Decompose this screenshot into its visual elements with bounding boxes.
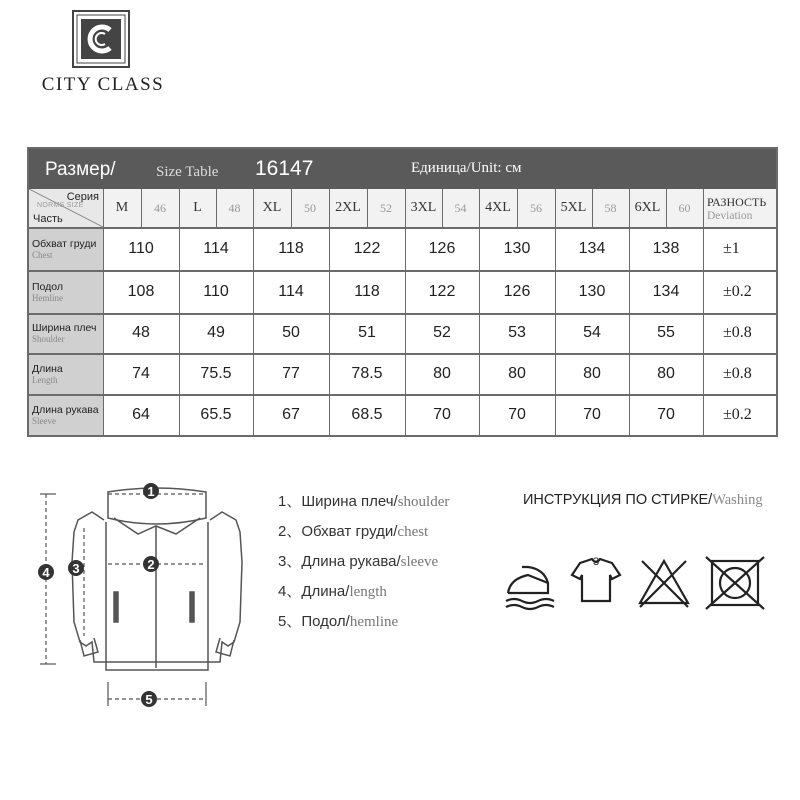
table-cell: 48 xyxy=(132,324,150,341)
size-norm: 58 xyxy=(604,200,617,215)
size-label: XL xyxy=(262,200,282,215)
table-cell: 80 xyxy=(508,364,526,382)
sizes-header-row xyxy=(29,189,776,227)
size-label: M xyxy=(115,200,129,215)
size-norm: 50 xyxy=(304,200,316,215)
size-label: L xyxy=(193,200,202,215)
table-cell: 51 xyxy=(358,324,376,341)
table-cell: 130 xyxy=(503,239,531,257)
table-header xyxy=(29,149,776,189)
table-cell: 118 xyxy=(354,282,380,300)
table-cell: 70 xyxy=(583,405,601,423)
table-cell: 75.5 xyxy=(200,364,232,382)
table-cell: 122 xyxy=(428,282,456,300)
table-cell: 70 xyxy=(657,405,675,423)
table-cell: 134 xyxy=(652,282,680,300)
size-label: 2XL xyxy=(335,200,361,215)
marker-3-label: 3 xyxy=(72,561,80,576)
size-norm: 60 xyxy=(678,200,691,215)
size-norm: 46 xyxy=(154,200,166,215)
unit-label: Единица/Unit: см xyxy=(411,160,522,176)
corner-norms-size: NORMS SIZE xyxy=(37,202,84,209)
table-cell: 52 xyxy=(433,324,451,341)
do-not-tumble-dry-icon xyxy=(706,557,764,609)
deviation-cell: ±0.8 xyxy=(723,364,752,382)
legend-item-shoulder: 1、Ширина плеч/shoulder xyxy=(278,493,450,510)
table-cell: 65.5 xyxy=(200,405,232,423)
size-norm: 54 xyxy=(454,200,467,215)
legend-item-sleeve: 3、Длина рукава/sleeve xyxy=(278,553,439,570)
deviation-header: РАЗНОСТЬ Deviation xyxy=(707,194,767,222)
do-not-bleach-icon xyxy=(640,561,688,607)
size-label: 4XL xyxy=(485,200,511,215)
table-cell: 70 xyxy=(433,405,451,423)
table-cell: 78.5 xyxy=(351,364,383,382)
corner-part: Часть xyxy=(33,213,63,225)
size-label: 6XL xyxy=(634,200,661,215)
deviation-cell: ±0.8 xyxy=(723,324,752,341)
size-label: 5XL xyxy=(560,200,587,215)
washing-icons xyxy=(500,553,770,613)
table-cell: 110 xyxy=(203,282,229,300)
deviation-cell: ±1 xyxy=(723,239,740,257)
table-cell: 126 xyxy=(503,282,531,300)
size-norm: 56 xyxy=(530,200,542,215)
table-cell: 122 xyxy=(353,239,381,257)
table-cell: 74 xyxy=(132,364,150,382)
city-class-logo-icon xyxy=(72,10,130,68)
table-cell: 68.5 xyxy=(351,405,383,423)
table-cell: 80 xyxy=(583,364,601,382)
legend-item-hemline: 5、Подол/hemline xyxy=(278,613,399,630)
table-cell: 64 xyxy=(132,405,150,423)
jacket-measurement-diagram xyxy=(26,472,250,722)
table-cell: 130 xyxy=(578,282,606,300)
table-cell: 138 xyxy=(652,239,680,257)
table-cell: 77 xyxy=(282,364,300,382)
table-row xyxy=(29,313,776,353)
low-heat-iron-icon xyxy=(506,567,554,609)
table-cell: 110 xyxy=(128,239,154,257)
row-label: Обхват груди Chest xyxy=(29,227,103,270)
size-norm: 48 xyxy=(228,200,241,215)
wash-temp-label: 3 xyxy=(592,556,600,568)
table-cell: 114 xyxy=(278,282,304,300)
size-label: 3XL xyxy=(410,200,437,215)
corner-series: Серия xyxy=(66,191,99,203)
size-table xyxy=(27,147,778,437)
table-row xyxy=(29,227,776,270)
legend-item-chest: 2、Обхват груди/chest xyxy=(278,523,429,540)
table-cell: 80 xyxy=(433,364,451,382)
table-cell: 118 xyxy=(278,239,304,257)
brand-name: CITY CLASS xyxy=(41,74,165,95)
marker-1-label: 1 xyxy=(147,484,155,499)
row-label: Подол Hemline xyxy=(29,270,103,313)
legend-item-length: 4、Длина/length xyxy=(278,583,387,600)
table-cell: 49 xyxy=(207,324,225,341)
table-cell: 108 xyxy=(127,282,155,300)
table-cell: 126 xyxy=(428,239,456,257)
table-cell: 55 xyxy=(657,324,675,341)
table-cell: 50 xyxy=(282,324,300,341)
table-cell: 80 xyxy=(657,364,675,382)
washing-title: ИНСТРУКЦИЯ ПО СТИРКЕ/Washing xyxy=(523,492,763,508)
table-cell: 114 xyxy=(203,239,229,257)
marker-4-label: 4 xyxy=(42,565,50,580)
table-cell: 53 xyxy=(508,324,526,341)
measurement-legend xyxy=(278,490,449,640)
table-row xyxy=(29,270,776,313)
row-label: Длина Length xyxy=(29,353,103,394)
marker-5-label: 5 xyxy=(145,692,153,707)
table-cell: 67 xyxy=(282,405,300,423)
row-label: Длина рукава Sleeve xyxy=(29,394,103,435)
size-norm: 52 xyxy=(380,200,392,215)
article-code: 16147 xyxy=(255,157,314,180)
table-cell: 70 xyxy=(508,405,526,423)
deviation-cell: ±0.2 xyxy=(723,405,752,423)
table-row xyxy=(29,353,776,394)
deviation-cell: ±0.2 xyxy=(723,282,752,300)
table-corner-cell xyxy=(29,189,103,227)
table-cell: 54 xyxy=(583,324,601,341)
table-title-ru: Размер/ xyxy=(45,159,116,180)
table-title-en: Size Table xyxy=(156,164,219,180)
row-label: Ширина плеч Shoulder xyxy=(29,313,103,353)
table-cell: 134 xyxy=(578,239,606,257)
table-row xyxy=(29,394,776,435)
marker-2-label: 2 xyxy=(147,557,155,572)
